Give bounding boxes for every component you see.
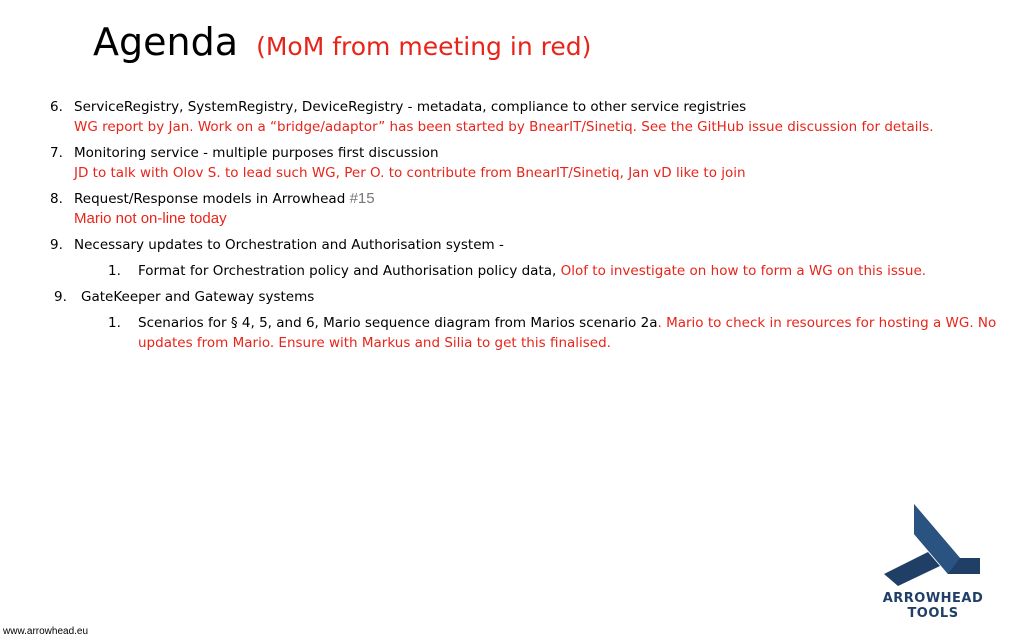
subitem-note: Olof to investigate on how to form a WG on this issue. xyxy=(560,263,927,279)
subitem-text-main: Scenarios for § 4, 5, and 6, Mario sequence diagram from Marios scenario 2a xyxy=(138,315,658,331)
agenda-note-7 xyxy=(0,163,1024,183)
agenda-subitem-9a-1 xyxy=(0,261,1024,281)
logo-line-2: TOOLS xyxy=(907,606,959,621)
title-subtitle: (MoM from meeting in red) xyxy=(256,32,592,61)
slide-title xyxy=(93,18,591,71)
subitem-text-main: Format for Orchestration policy and Authorisation policy data, xyxy=(138,263,561,279)
subitem-note-cont: updates from Mario. Ensure with Markus and Silia to get this finalised. xyxy=(138,335,611,351)
item-text xyxy=(74,189,375,209)
agenda-item-6 xyxy=(0,97,1024,117)
footer-url[interactable]: www.arrowhead.eu xyxy=(3,626,89,637)
item-number: 9. xyxy=(50,237,63,253)
subitem-number: 1. xyxy=(108,263,121,279)
item-text-main: Request/Response models in Arrowhead xyxy=(74,191,350,207)
item-note: Mario not on-line today xyxy=(74,210,227,227)
item-number: 7. xyxy=(50,145,63,161)
item-text: ServiceRegistry, SystemRegistry, DeviceRegistry - metadata, compliance to other service registries xyxy=(74,99,747,115)
agenda-item-7 xyxy=(0,143,1024,163)
subitem-text xyxy=(138,261,926,281)
item-text: GateKeeper and Gateway systems xyxy=(81,289,315,305)
agenda-item-9a xyxy=(0,235,1024,255)
agenda-note-6 xyxy=(0,117,1024,137)
logo-line-1: ARROWHEAD xyxy=(882,591,984,606)
item-text: Necessary updates to Orchestration and Authorisation system - xyxy=(74,237,504,253)
subitem-text xyxy=(138,313,996,333)
agenda-subitem-9b-1-cont xyxy=(0,333,1024,353)
item-number: 6. xyxy=(50,99,63,115)
agenda-subitem-9b-1 xyxy=(0,313,1024,333)
arrowhead-a-icon xyxy=(868,500,998,586)
item-number: 8. xyxy=(50,191,63,207)
agenda-item-8 xyxy=(0,189,1024,209)
item-number: 9. xyxy=(54,289,67,305)
item-note: WG report by Jan. Work on a “bridge/adaptor” has been started by BnearIT/Sinetiq. See the GitHub issue discussion for details. xyxy=(74,119,934,135)
item-text: Monitoring service - multiple purposes first discussion xyxy=(74,145,439,161)
agenda-note-8 xyxy=(0,209,1024,229)
arrowhead-logo xyxy=(868,500,998,621)
agenda-list xyxy=(0,97,1024,353)
title-text: Agenda xyxy=(93,20,238,64)
item-note: JD to talk with Olov S. to lead such WG, Per O. to contribute from BnearIT/Sinetiq, Jan vD like to join xyxy=(74,165,746,181)
subitem-note: . Mario to check in resources for hosting a WG. No xyxy=(657,315,997,331)
subitem-number: 1. xyxy=(108,315,121,331)
issue-link[interactable]: #15 xyxy=(349,190,375,207)
agenda-item-9b xyxy=(0,287,1024,307)
